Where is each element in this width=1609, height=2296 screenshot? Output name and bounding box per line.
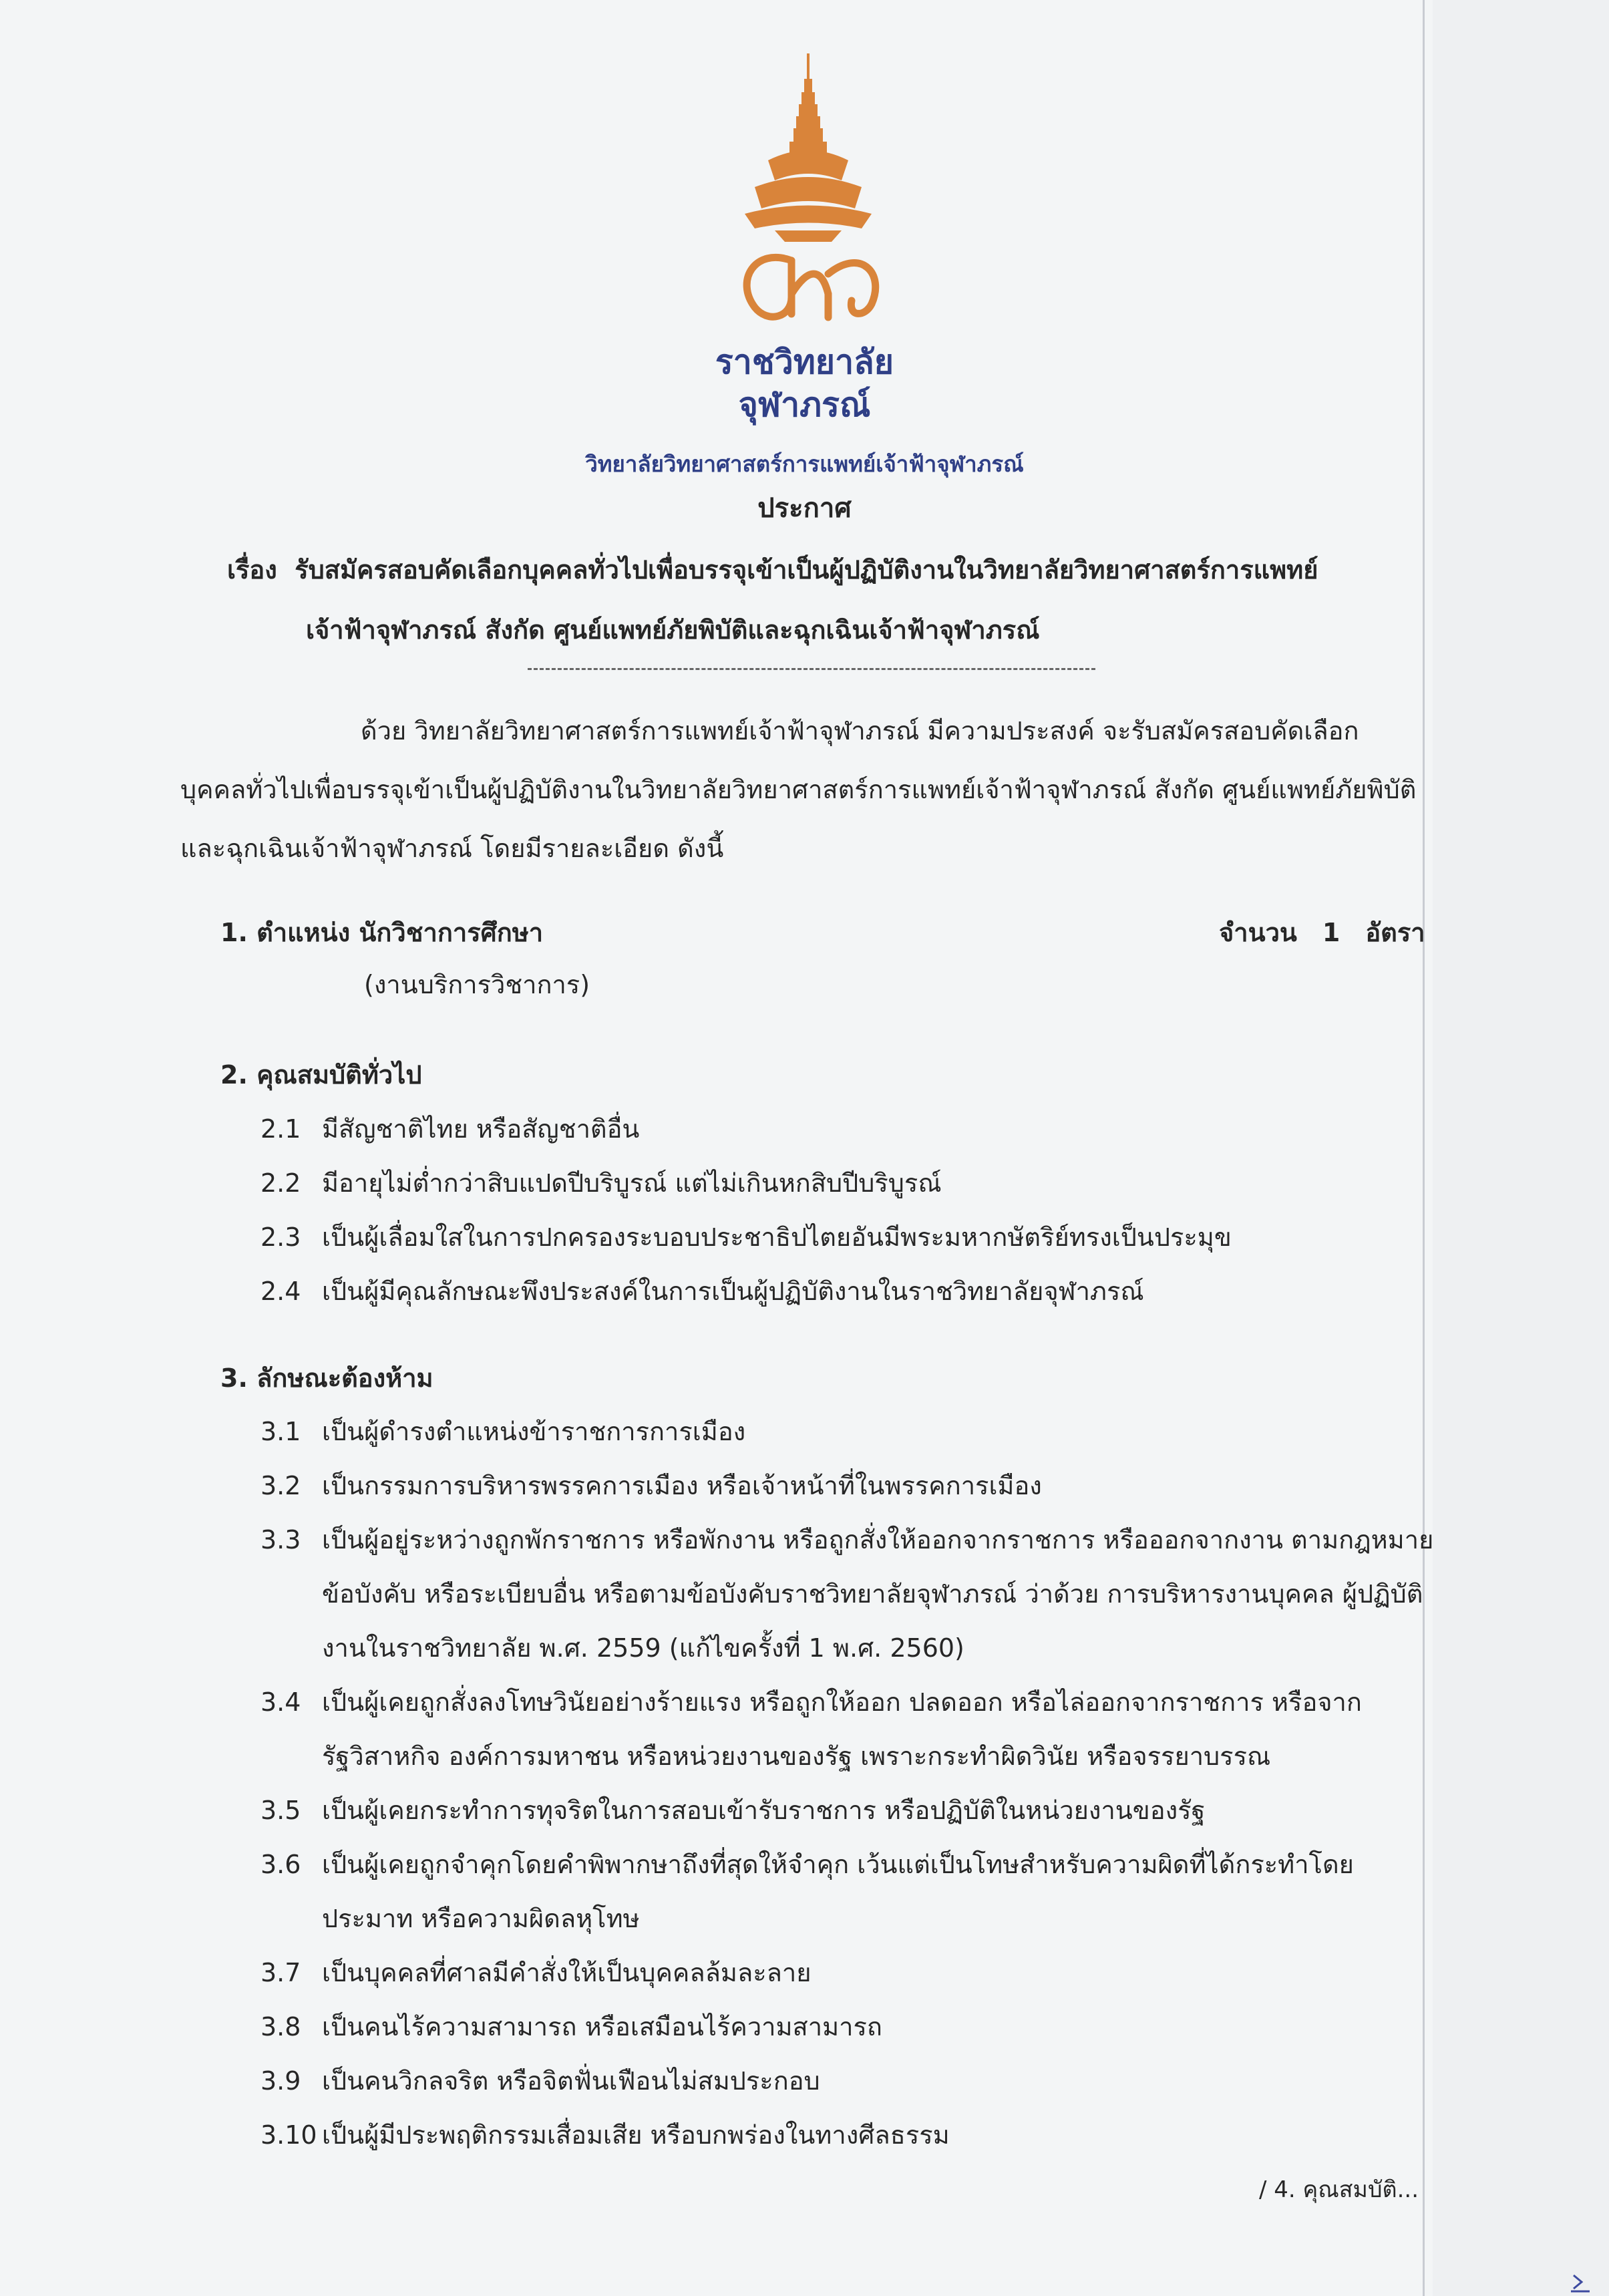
item-text: มีสัญชาติไทย หรือสัญชาติอื่น (322, 1114, 640, 1144)
section3-heading: 3. ลักษณะต้องห้าม (220, 1363, 433, 1393)
count-unit: อัตรา (1365, 918, 1425, 947)
initial-mark-icon (1568, 2271, 1592, 2295)
item-text: เป็นผู้เคยถูกสั่งลงโทษวินัยอย่างร้ายแรง หรือถูกให้ออก ปลดออก หรือไล่ออกจากราชการ หรือจากรัฐวิสาหกิจ องค์การมหาชน หรือหน่วยงานของรัฐ เพราะกระทำผิดวินัย หรือจรรยาบรรณ (322, 1687, 1362, 1771)
list-item (260, 1675, 1443, 1784)
item-number: 3.7 (260, 1958, 301, 1987)
item-text: เป็นผู้เคยถูกจำคุกโดยคำพิพากษาถึงที่สุดให้จำคุก เว้นแต่เป็นโทษสำหรับความผิดที่ได้กระทำโดยประมาท หรือความผิดลหุโทษ (322, 1850, 1354, 1933)
list-item (260, 1102, 1443, 1156)
section1-unit: (งานบริการวิชาการ) (364, 970, 590, 999)
item-text: เป็นคนวิกลจริต หรือจิตฟั่นเฟือนไม่สมประกอบ (322, 2066, 820, 2096)
item-text: เป็นผู้ดำรงตำแหน่งข้าราชการการเมือง (322, 1417, 746, 1446)
list-item (260, 1265, 1443, 1319)
item-text: เป็นผู้มีประพฤติกรรมเสื่อมเสีย หรือบกพร่องในทางศีลธรรม (322, 2120, 950, 2150)
item-text: เป็นบุคคลที่ศาลมีคำสั่งให้เป็นบุคคลล้มละลาย (322, 1958, 812, 1987)
item-number: 2.2 (260, 1168, 301, 1198)
item-text: เป็นผู้เลื่อมใสในการปกครองระบอบประชาธิปไตยอันมีพระมหากษัตริย์ทรงเป็นประมุข (322, 1222, 1232, 1252)
count-value: 1 (1322, 918, 1340, 947)
faculty-name: วิทยาลัยวิทยาศาสตร์การแพทย์เจ้าฟ้าจุฬาภรณ์ (585, 451, 1024, 477)
list-item (260, 1405, 1443, 1459)
item-text: เป็นผู้มีคุณลักษณะพึงประสงค์ในการเป็นผู้ปฏิบัติงานในราชวิทยาลัยจุฬาภรณ์ (322, 1277, 1144, 1306)
item-number: 3.6 (260, 1850, 301, 1879)
item-number: 3.10 (260, 2120, 317, 2150)
section2-heading: 2. คุณสมบัติทั่วไป (220, 1060, 422, 1090)
position-count (1219, 912, 1425, 953)
separator-line (528, 668, 1095, 670)
intro-line3: และฉุกเฉินเจ้าฟ้าจุฬาภรณ์ โดยมีรายละเอียด ดังนี้ (180, 834, 724, 863)
continuation-note: / 4. คุณสมบัติ... (1259, 2176, 1419, 2203)
item-number: 3.9 (260, 2066, 301, 2096)
institution-line1: ราชวิทยาลัย (715, 343, 894, 381)
subject-label: เรื่อง (227, 555, 277, 585)
item-text: มีอายุไม่ต่ำกว่าสิบแปดปีบริบูรณ์ แต่ไม่เกินหกสิบปีบริบูรณ์ (322, 1168, 942, 1198)
section3-list (260, 1405, 1443, 2162)
item-number: 3.4 (260, 1687, 301, 1717)
item-text: เป็นผู้อยู่ระหว่างถูกพักราชการ หรือพักงาน หรือถูกสั่งให้ออกจากราชการ หรือออกจากงาน ตามกฎหมาย ข้อบังคับ หรือระเบียบอื่น หรือตามข้อบังคับราชวิทยาลัยจุฬาภรณ์ ว่าด้วย การบริหารงานบุคคล ผู้ปฏิบัติงานในราชวิทยาลัย พ.ศ. 2559 (แก้ไขครั้งที่ 1 พ.ศ. 2560) (322, 1525, 1434, 1663)
item-number: 2.3 (260, 1222, 301, 1252)
announcement-title: ประกาศ (757, 493, 852, 524)
item-text: เป็นคนไร้ความสามารถ หรือเสมือนไร้ความสามารถ (322, 2012, 882, 2041)
list-item (260, 1513, 1443, 1675)
section2-list (260, 1102, 1443, 1319)
intro-line1: ด้วย วิทยาลัยวิทยาศาสตร์การแพทย์เจ้าฟ้าจุฬาภรณ์ มีความประสงค์ จะรับสมัครสอบคัดเลือก (361, 716, 1359, 746)
item-number: 2.1 (260, 1114, 301, 1144)
list-item (260, 2108, 1443, 2162)
institution-line2: จุฬาภรณ์ (738, 385, 871, 424)
list-item (260, 2054, 1443, 2108)
section1-heading: 1. ตำแหน่ง นักวิชาการศึกษา (220, 918, 544, 947)
list-item (260, 1838, 1443, 1946)
intro-paragraph (180, 701, 1436, 878)
item-number: 2.4 (260, 1277, 301, 1306)
item-number: 3.8 (260, 2012, 301, 2041)
subject-line2: เจ้าฟ้าจุฬาภรณ์ สังกัด ศูนย์แพทย์ภัยพิบัติและฉุกเฉินเจ้าฟ้าจุฬาภรณ์ (306, 615, 1040, 645)
item-text: เป็นกรรมการบริหารพรรคการเมือง หรือเจ้าหน้าที่ในพรรคการเมือง (322, 1471, 1042, 1500)
list-item (260, 1459, 1443, 1513)
list-item (260, 1210, 1443, 1265)
subject-line1: รับสมัครสอบคัดเลือกบุคคลทั่วไปเพื่อบรรจุเข้าเป็นผู้ปฏิบัติงานในวิทยาลัยวิทยาศาสตร์การแพทย์ (295, 555, 1318, 585)
item-text: เป็นผู้เคยกระทำการทุจริตในการสอบเข้ารับราชการ หรือปฏิบัติในหน่วยงานของรัฐ (322, 1796, 1206, 1825)
item-number: 3.5 (260, 1796, 301, 1825)
list-item (260, 2000, 1443, 2054)
item-number: 3.2 (260, 1471, 301, 1500)
list-item (260, 1156, 1443, 1210)
item-number: 3.3 (260, 1525, 301, 1554)
institution-name (0, 341, 1609, 426)
list-item (260, 1946, 1443, 2000)
chulabhorn-emblem-logo (728, 53, 888, 334)
list-item (260, 1784, 1443, 1838)
intro-line2: บุคคลทั่วไปเพื่อบรรจุเข้าเป็นผู้ปฏิบัติงานในวิทยาลัยวิทยาศาสตร์การแพทย์เจ้าฟ้าจุฬาภรณ์ สังกัด ศูนย์แพทย์ภัยพิบัติ (180, 775, 1417, 804)
announcement-subject (227, 540, 1318, 660)
item-number: 3.1 (260, 1417, 301, 1446)
count-label: จำนวน (1219, 918, 1297, 947)
